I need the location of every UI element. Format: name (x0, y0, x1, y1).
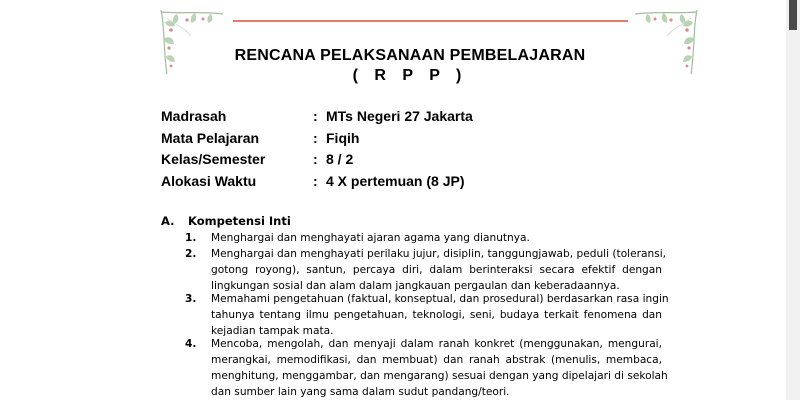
info-label: Kelas/Semester (161, 151, 266, 167)
info-colon: : (313, 108, 318, 124)
header-divider (233, 20, 628, 22)
section-title: Kompetensi Inti (188, 214, 291, 228)
list-item-line: Mencoba, mengolah, dan menyaji dalam ranah konkret (menggunakan, mengurai, (211, 338, 662, 350)
info-colon: : (313, 151, 318, 167)
info-colon: : (313, 173, 318, 189)
info-value: Fiqih (326, 130, 360, 146)
list-item-line: gotong royong), santun, percaya diri, dalam berinteraksi secara efektif dengan (211, 264, 662, 276)
info-label: Alokasi Waktu (161, 173, 257, 189)
list-item-number: 4. (185, 338, 197, 350)
document-subtitle: ( R P P ) (352, 67, 468, 84)
info-value: MTs Negeri 27 Jakarta (326, 108, 473, 124)
section-letter: A. (161, 214, 175, 228)
list-item-line: dan sumber lain yang sama dalam sudut pandang/teori. (211, 386, 510, 398)
list-item-line: kejadian tampak mata. (211, 325, 334, 337)
list-item-line: Menghargai dan menghayati perilaku jujur, disiplin, tanggungjawab, peduli (toleransi, (211, 248, 667, 260)
info-value: 8 / 2 (326, 151, 354, 167)
info-value: 4 X pertemuan (8 JP) (326, 173, 465, 189)
list-item-line: lingkungan sosial dan alam dalam jangkauan pergaulan dan keberadaannya. (211, 280, 620, 292)
floral-ornament-right-icon (631, 8, 701, 78)
scrollbar-thumb[interactable] (789, 0, 797, 30)
info-colon: : (313, 130, 318, 146)
list-item-line: menghitung, menggambar, dan mengarang) sesuai dengan yang dipelajari di sekolah (211, 370, 668, 382)
list-item-number: 3. (185, 293, 197, 305)
list-item-number: 1. (185, 232, 197, 244)
scrollbar[interactable] (786, 0, 800, 400)
list-item-line: tahunya tentang ilmu pengetahuan, teknologi, seni, budaya terkait fenomena dan (211, 309, 662, 321)
list-item-line: merangkai, memodifikasi, dan membuat) dan ranah abstrak (menulis, membaca, (211, 354, 662, 366)
list-item-number: 2. (185, 248, 197, 260)
document-title: RENCANA PELAKSANAAN PEMBELAJARAN (234, 47, 586, 64)
info-label: Madrasah (161, 108, 227, 124)
info-label: Mata Pelajaran (161, 130, 260, 146)
list-item-line: Memahami pengetahuan (faktual, konseptual, dan prosedural) berdasarkan rasa ingin (211, 293, 669, 305)
list-item-line: Menghargai dan menghayati ajaran agama yang dianutnya. (211, 232, 530, 244)
